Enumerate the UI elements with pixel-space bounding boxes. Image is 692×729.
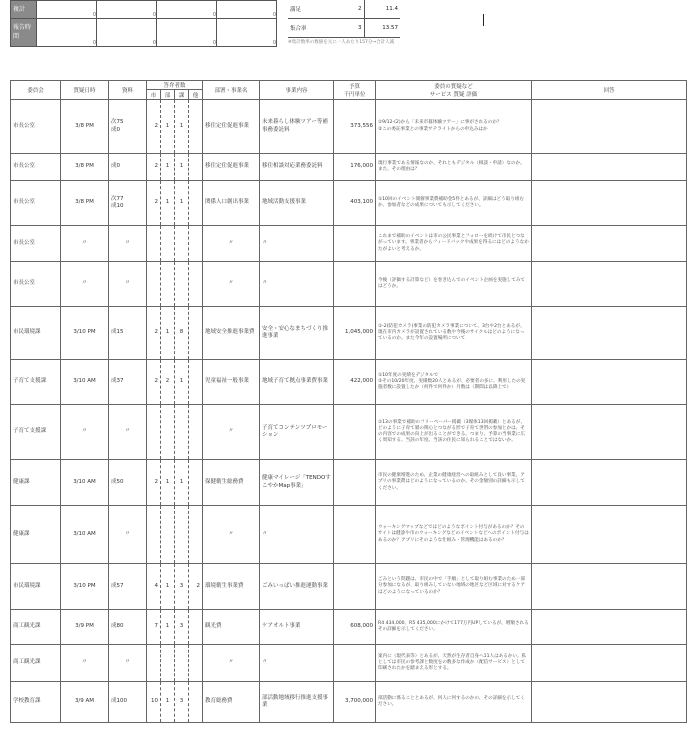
table-cell-question: 案内に（現代表等）とあるが、天然が生存者自身へ11人はあるかい。私としては市民の参考課と数度をの数多な作成か（配信サービス）として印刷されたかを踏まえる形とする。 bbox=[376, 645, 532, 682]
table-cell-question: 現行事業である情報なのか、それともデジタル（相談・申請）なのか。また、その理由は？ bbox=[376, 154, 532, 181]
stats-label: 満足 bbox=[288, 0, 350, 19]
table-cell-reply-other bbox=[189, 610, 203, 645]
table-row bbox=[11, 181, 687, 226]
table-cell-committee: 子育て支援課 bbox=[11, 360, 61, 405]
table-cell-remark bbox=[532, 262, 687, 307]
table-cell-reply-mayor: 2 bbox=[147, 307, 161, 360]
table-row bbox=[11, 564, 687, 610]
table-cell-amount bbox=[334, 405, 376, 460]
table-cell-question: ①10回のイベント開催事業費補助金5件とあるが、詳細はどう取り組むか、参加者などの成果についても示してください。 bbox=[376, 181, 532, 226]
table-cell-date: 3/9 AM bbox=[61, 682, 109, 723]
table-cell-question: ①-2(防犯カメラ)事業の防犯カメラ事業について、3台や2台とあるが、現在市内カメラが設置されている数や今後のサイクルはどのようになっているのか。また今年の設置場所について bbox=[376, 307, 532, 360]
table-cell-question: 今後（評価する計算など）を巻き込んでのイベント企画を実施してみてはどうか。 bbox=[376, 262, 532, 307]
table-cell-committee: 市長公室 bbox=[11, 154, 61, 181]
table-cell-reply-section: 1 bbox=[175, 460, 189, 506]
table-cell-dept: 移住定住促進事業 bbox=[203, 154, 260, 181]
table-cell-reply-mayor: 2 bbox=[147, 460, 161, 506]
table-row bbox=[11, 460, 687, 506]
summary-cell: 0 bbox=[157, 19, 217, 47]
table-cell-business: ケアオルト事業 bbox=[260, 610, 334, 645]
table-cell-date: 3/10 AM bbox=[61, 360, 109, 405]
text-cursor bbox=[483, 14, 484, 26]
table-cell-reply-dept: 2 bbox=[161, 360, 175, 405]
summary-cell: 0 bbox=[217, 1, 277, 19]
header-dept: 部署・事業名 bbox=[203, 81, 260, 100]
table-cell-dept: 地域安全推進事業費 bbox=[203, 307, 260, 360]
table-cell-dept: 児童福祉一般事業 bbox=[203, 360, 260, 405]
table-cell-committee: 市長公室 bbox=[11, 226, 61, 262]
table-cell-reply-other: 2 bbox=[189, 564, 203, 610]
table-cell-amount: 176,000 bbox=[334, 154, 376, 181]
table-cell-reply-other bbox=[189, 226, 203, 262]
table-cell-reply-dept: 1 bbox=[161, 564, 175, 610]
table-cell-dept: 〃 bbox=[203, 262, 260, 307]
summary-label: 複計 bbox=[11, 1, 37, 19]
table-cell-business: 子育てコンテンツプロモーション bbox=[260, 405, 334, 460]
table-row bbox=[11, 610, 687, 645]
header-datetime: 質疑日時 bbox=[61, 81, 109, 100]
table-cell-ref: 〃 bbox=[109, 405, 147, 460]
table-cell-reply-mayor: 4 bbox=[147, 564, 161, 610]
table-cell-reply-dept bbox=[161, 262, 175, 307]
table-cell-committee: 商工観光課 bbox=[11, 645, 61, 682]
table-cell-date: 〃 bbox=[61, 645, 109, 682]
table-cell-committee: 健康課 bbox=[11, 506, 61, 564]
table-cell-remark bbox=[532, 100, 687, 154]
table-cell-reply-mayor bbox=[147, 226, 161, 262]
table-cell-amount bbox=[334, 645, 376, 682]
table-cell-amount: 403,100 bbox=[334, 181, 376, 226]
table-cell-reply-section: 1 bbox=[175, 360, 189, 405]
table-cell-reply-other bbox=[189, 154, 203, 181]
table-cell-reply-dept: 1 bbox=[161, 154, 175, 181]
table-row bbox=[11, 154, 687, 181]
stats-note: ※集計数率の数値を元に一人あたり157分→合計人減 bbox=[288, 40, 395, 45]
table-cell-date: 〃 bbox=[61, 226, 109, 262]
table-cell-question: ウォーキングマップなどではどのようなポイント付与があるのか？そのサイトは健診や市のウォーキングなどのイベントなどへのポイント付与はあるのか？アプリにそのような仕組み・管理機能はあるのか？ bbox=[376, 506, 532, 564]
table-cell-remark bbox=[532, 181, 687, 226]
table-cell-reply-dept: 1 bbox=[161, 610, 175, 645]
question-table bbox=[10, 80, 687, 723]
table-cell-ref: 成50 bbox=[109, 460, 147, 506]
table-cell-amount: 422,000 bbox=[334, 360, 376, 405]
table-cell-committee: 市長公室 bbox=[11, 262, 61, 307]
table-cell-business: 移住相談対応業務委託料 bbox=[260, 154, 334, 181]
summary-row bbox=[11, 19, 277, 47]
table-cell-reply-dept bbox=[161, 506, 175, 564]
table-cell-reply-section bbox=[175, 226, 189, 262]
table-cell-question: R4 434,000、R5 435,000にかけて177万円UPしているが、増額されるその詳細を示してください。 bbox=[376, 610, 532, 645]
table-cell-ref: 〃 bbox=[109, 226, 147, 262]
table-cell-committee: 市民環境課 bbox=[11, 307, 61, 360]
table-cell-dept: 〃 bbox=[203, 226, 260, 262]
table-cell-reply-other bbox=[189, 645, 203, 682]
table-cell-business: 未来暮らし体験ツアー等補事務委託料 bbox=[260, 100, 334, 154]
table-cell-reply-section bbox=[175, 405, 189, 460]
table-cell-date: 3/9 PM bbox=[61, 610, 109, 645]
table-cell-amount bbox=[334, 460, 376, 506]
table-row bbox=[11, 645, 687, 682]
table-cell-reply-section: 1 bbox=[175, 154, 189, 181]
header-r3: 課 bbox=[175, 90, 189, 100]
table-cell-reply-section: 3 bbox=[175, 564, 189, 610]
table-cell-amount bbox=[334, 262, 376, 307]
header-amount-label: 予算 bbox=[349, 84, 361, 90]
table-cell-business: 〃 bbox=[260, 262, 334, 307]
table-cell-reply-dept bbox=[161, 226, 175, 262]
table-cell-business: 安全・安心なまちづくり推進事業 bbox=[260, 307, 334, 360]
summary-cell: 0 bbox=[37, 19, 97, 47]
header-committee: 委員会 bbox=[11, 81, 61, 100]
table-cell-remark bbox=[532, 506, 687, 564]
table-cell-ref: 成37 bbox=[109, 360, 147, 405]
header-question-label: 委員の質疑など bbox=[434, 84, 473, 90]
header-question-sub: サービス 質疑 評価 bbox=[429, 92, 478, 98]
table-cell-reply-section: 3 bbox=[175, 610, 189, 645]
header-reply-group: 答弁者数 bbox=[147, 81, 203, 90]
header-amount-unit: 千円単位 bbox=[343, 92, 366, 98]
stats-table bbox=[288, 0, 400, 38]
stats-row bbox=[288, 19, 400, 38]
table-cell-reply-other bbox=[189, 460, 203, 506]
table-cell-reply-mayor bbox=[147, 405, 161, 460]
table-cell-ref: 〃 bbox=[109, 506, 147, 564]
table-cell-date: 3/10 AM bbox=[61, 460, 109, 506]
table-cell-ref: 成80 bbox=[109, 610, 147, 645]
table-cell-remark bbox=[532, 610, 687, 645]
summary-label: 報告時間 bbox=[11, 19, 37, 47]
table-cell-committee: 市長公室 bbox=[11, 100, 61, 154]
header-r4: 他 bbox=[189, 90, 203, 100]
table-row bbox=[11, 307, 687, 360]
stats-row bbox=[288, 0, 400, 19]
table-cell-reply-mayor bbox=[147, 506, 161, 564]
table-cell-ref: 成0 bbox=[109, 154, 147, 181]
stats-count: 2 bbox=[350, 0, 364, 19]
table-row bbox=[11, 100, 687, 154]
table-cell-question: ①9/12-(2)から「未来市暮体験ツアー」に事がされるのか？ ②この委託事業との事業サテライトからの申込みはか bbox=[376, 100, 532, 154]
table-cell-reply-mayor: 2 bbox=[147, 154, 161, 181]
table-cell-business: 〃 bbox=[260, 506, 334, 564]
table-cell-committee: 商工観光課 bbox=[11, 610, 61, 645]
table-cell-reply-other bbox=[189, 405, 203, 460]
table-cell-business: 〃 bbox=[260, 226, 334, 262]
table-cell-reply-section bbox=[175, 262, 189, 307]
table-cell-reply-dept: 1 bbox=[161, 100, 175, 154]
table-cell-dept: 〃 bbox=[203, 405, 260, 460]
table-cell-dept: 環境衛生事業費 bbox=[203, 564, 260, 610]
table-cell-dept: 〃 bbox=[203, 645, 260, 682]
summary-cell: 0 bbox=[37, 1, 97, 19]
table-cell-date: 〃 bbox=[61, 405, 109, 460]
table-cell-date: 3/8 PM bbox=[61, 181, 109, 226]
table-cell-remark bbox=[532, 307, 687, 360]
table-cell-ref: 成57 bbox=[109, 564, 147, 610]
table-cell-reply-mayor: 10 bbox=[147, 682, 161, 723]
table-cell-ref: 次77 成10 bbox=[109, 181, 147, 226]
table-cell-reply-other bbox=[189, 506, 203, 564]
summary-cell: 0 bbox=[97, 19, 157, 47]
table-cell-question: ①13の事業で補助のフリーペーパー掲載（3媒体13回掲載）とあるが、どのように子育て層の関心とつながる形で子育て世帯の参加とかは、その内容での成果の向上が出ることができる。つまり、予算の当事業に広く周知する、当該の年度、当該の住民に知られることではないか。 bbox=[376, 405, 532, 460]
table-cell-ref: 成100 bbox=[109, 682, 147, 723]
table-cell-ref: 成15 bbox=[109, 307, 147, 360]
table-cell-reply-mayor: 7 bbox=[147, 610, 161, 645]
table-cell-date: 3/10 PM bbox=[61, 307, 109, 360]
header-r1: 市 bbox=[147, 90, 161, 100]
table-cell-reply-other bbox=[189, 682, 203, 723]
table-cell-reply-mayor: 2 bbox=[147, 181, 161, 226]
table-cell-committee: 市民環境課 bbox=[11, 564, 61, 610]
table-cell-dept: 教育総務費 bbox=[203, 682, 260, 723]
summary-cell: 0 bbox=[217, 19, 277, 47]
table-cell-date: 3/10 PM bbox=[61, 564, 109, 610]
table-cell-reply-dept: 1 bbox=[161, 460, 175, 506]
table-cell-ref: 〃 bbox=[109, 262, 147, 307]
table-cell-reply-mayor: 2 bbox=[147, 100, 161, 154]
table-cell-business: 健康マイレージ「TENDOすこやかMap事業」 bbox=[260, 460, 334, 506]
table-cell-remark bbox=[532, 682, 687, 723]
table-cell-business: ごみいっぱい推進運動事業 bbox=[260, 564, 334, 610]
table-cell-reply-mayor: 2 bbox=[147, 360, 161, 405]
table-cell-date: 〃 bbox=[61, 262, 109, 307]
table-cell-reply-other bbox=[189, 307, 203, 360]
summary-cell: 0 bbox=[97, 1, 157, 19]
table-cell-committee: 子育て支援課 bbox=[11, 405, 61, 460]
table-cell-reply-mayor bbox=[147, 645, 161, 682]
summary-cell: 0 bbox=[157, 1, 217, 19]
table-cell-ref: 次75 成0 bbox=[109, 100, 147, 154]
table-cell-amount: 373,556 bbox=[334, 100, 376, 154]
table-cell-reply-dept bbox=[161, 645, 175, 682]
summary-table bbox=[10, 0, 277, 47]
table-row bbox=[11, 262, 687, 307]
table-row bbox=[11, 682, 687, 723]
table-cell-business: 部活動地域移行推進支援事業 bbox=[260, 682, 334, 723]
header-business: 事業内容 bbox=[260, 81, 334, 100]
table-cell-remark bbox=[532, 226, 687, 262]
table-cell-question: ①10年度の実績をデジタルで ②その10/20年度、実績数20人とあるが、必要者の多に、利用したの実施者数に設置したか（何件で何件か）月数は（期間は以降上で） bbox=[376, 360, 532, 405]
header-remark: 回答 bbox=[532, 81, 687, 100]
table-row bbox=[11, 226, 687, 262]
table-cell-reply-other bbox=[189, 181, 203, 226]
table-cell-business: 〃 bbox=[260, 645, 334, 682]
table-cell-dept: 保健衛生総務費 bbox=[203, 460, 260, 506]
stats-count: 3 bbox=[350, 19, 364, 38]
table-cell-committee: 市長公室 bbox=[11, 181, 61, 226]
table-cell-amount: 3,700,000 bbox=[334, 682, 376, 723]
header-r2: 部 bbox=[161, 90, 175, 100]
table-cell-reply-dept: 1 bbox=[161, 307, 175, 360]
table-cell-business: 地域子育て拠点事業費事業 bbox=[260, 360, 334, 405]
table-cell-reply-section bbox=[175, 645, 189, 682]
header-amount bbox=[334, 81, 376, 100]
table-cell-amount: 608,000 bbox=[334, 610, 376, 645]
header-row bbox=[11, 81, 687, 90]
table-cell-remark bbox=[532, 360, 687, 405]
table-cell-amount bbox=[334, 564, 376, 610]
table-cell-reply-other bbox=[189, 100, 203, 154]
table-cell-remark bbox=[532, 645, 687, 682]
stats-value: 11.4 bbox=[364, 0, 400, 19]
table-cell-dept: 移住定住促進事業 bbox=[203, 100, 260, 154]
table-cell-date: 3/10 AM bbox=[61, 506, 109, 564]
table-cell-reply-dept: 1 bbox=[161, 181, 175, 226]
table-cell-amount bbox=[334, 226, 376, 262]
table-cell-amount bbox=[334, 506, 376, 564]
table-cell-reply-dept: 1 bbox=[161, 682, 175, 723]
header-question bbox=[376, 81, 532, 100]
table-cell-reply-section: 3 bbox=[175, 682, 189, 723]
table-cell-reply-section: 8 bbox=[175, 307, 189, 360]
table-cell-reply-section: 1 bbox=[175, 181, 189, 226]
table-cell-reply-section: 1 bbox=[175, 100, 189, 154]
table-cell-date: 3/8 PM bbox=[61, 154, 109, 181]
table-cell-reply-other bbox=[189, 262, 203, 307]
table-row bbox=[11, 405, 687, 460]
table-cell-committee: 学校教育課 bbox=[11, 682, 61, 723]
table-cell-question: ごみという問題は、市民の中で「手順」として取り組む事業のため一部分参加になるが、取り組みしていない地域の地区など区域に対するケアはどのようになっているのか？ bbox=[376, 564, 532, 610]
table-cell-remark bbox=[532, 154, 687, 181]
table-cell-dept: 関係人口創出事業 bbox=[203, 181, 260, 226]
table-cell-dept: 観光費 bbox=[203, 610, 260, 645]
table-cell-business: 地域活動支援事業 bbox=[260, 181, 334, 226]
table-cell-question: 市民の健康増進のため、企業の健康経営への取組みとして良い事業。アプリの事業費はどのようになっているのか。その金額別の詳細も示してください。 bbox=[376, 460, 532, 506]
table-cell-reply-section bbox=[175, 506, 189, 564]
table-cell-ref: 〃 bbox=[109, 645, 147, 682]
table-cell-remark bbox=[532, 460, 687, 506]
table-cell-remark bbox=[532, 405, 687, 460]
table-row bbox=[11, 360, 687, 405]
stats-value: 13.57 bbox=[364, 19, 400, 38]
table-cell-committee: 健康課 bbox=[11, 460, 61, 506]
table-row bbox=[11, 506, 687, 564]
table-cell-question: 部活動に係ることとあるが、何人に何するのかの、その詳細を示してください。 bbox=[376, 682, 532, 723]
table-cell-reply-other bbox=[189, 360, 203, 405]
table-cell-remark bbox=[532, 564, 687, 610]
summary-row bbox=[11, 1, 277, 19]
header-ref: 資料 bbox=[109, 81, 147, 100]
table-cell-amount: 1,045,000 bbox=[334, 307, 376, 360]
table-cell-reply-mayor bbox=[147, 262, 161, 307]
table-cell-date: 3/8 PM bbox=[61, 100, 109, 154]
table-cell-reply-dept bbox=[161, 405, 175, 460]
table-cell-dept: 〃 bbox=[203, 506, 260, 564]
table-cell-question: これまで補助のイベントは市の公民事業とフォローを続けて市民とつながっています。事業者からフィードバックや成果を得るにはどのようなかたがよいと考えるか。 bbox=[376, 226, 532, 262]
stats-label: 集合率 bbox=[288, 19, 350, 38]
